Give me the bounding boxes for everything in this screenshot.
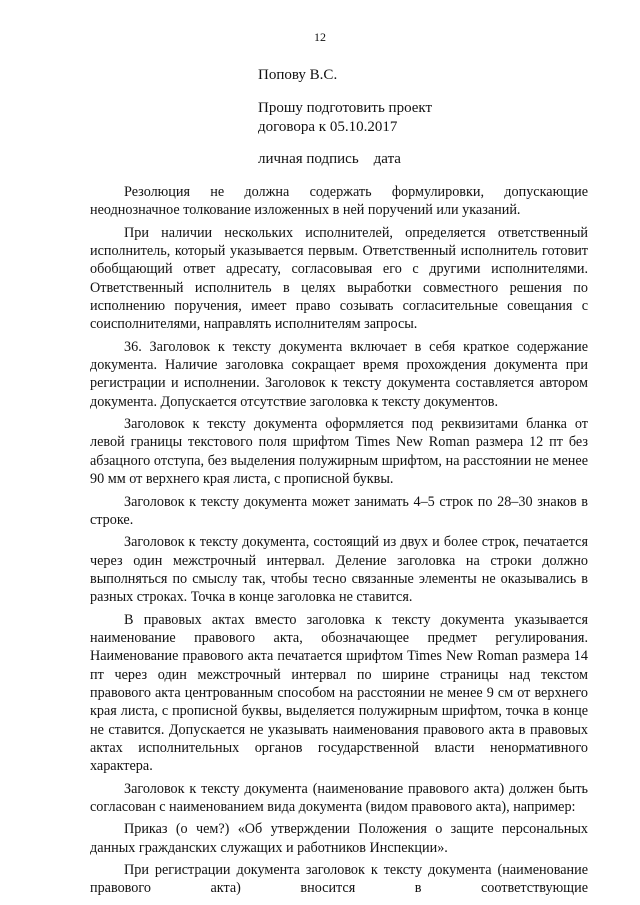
paragraph: Заголовок к тексту документа, состоящий из двух и более строк, печатается через один межстрочный интервал. Деление заголовка на строки должно выполняться по смыслу так, чтобы тесно связанные элементы не оказывались в разных строках. Точка в конце заголовка не ставится. — [90, 534, 588, 606]
paragraph: 36. Заголовок к тексту документа включает в себя краткое содержание документа. Наличие заголовка сокращает время прохождения документа при регистрации и исполнении. Заголовок к тексту документа составляется автором документа. Допускается отсутствие заголовка к тексту документов. — [90, 338, 588, 410]
body-text — [90, 183, 588, 898]
resolution-request-line-1: Прошу подготовить проект — [258, 100, 433, 116]
paragraph: Заголовок к тексту документа может занимать 4–5 строк по 28–30 знаков в строке. — [90, 493, 588, 528]
resolution-signature-line: личная подпись дата — [258, 151, 401, 167]
paragraph: Приказ (о чем?) «Об утверждении Положения о защите персональных данных гражданских служащих и работников Инспекции». — [90, 821, 588, 856]
paragraph: Заголовок к тексту документа оформляется под реквизитами бланка от левой границы текстового поля шрифтом Times New Roman размера 12 пт без абзацного отступа, без выделения полужирным шрифтом, на расстоянии не менее 90 мм от верхнего края листа, с прописной буквы. — [90, 416, 588, 488]
resolution-addressee: Попову В.С. — [258, 67, 338, 83]
paragraph: Резолюция не должна содержать формулировки, допускающие неоднозначное толкование изложенных в ней поручений или указаний. — [90, 184, 588, 219]
resolution-request-line-2: договора к 05.10.2017 — [258, 119, 398, 135]
paragraph: При регистрации документа заголовок к тексту документа (наименование правового акта) вносится в соответствующие — [90, 862, 588, 897]
paragraph: В правовых актах вместо заголовка к тексту документа указывается наименование правового акта, обозначающее предмет регулирования. Наименование правового акта печатается шрифтом Times New Roman размера 14 пт через один межстрочный интервал по ширине страницы над текстом правового акта центрованным способом на расстоянии не менее 9 см от верхнего края листа, с прописной буквы, выделяется полужирным шрифтом, точка в конце не ставится. Допускается не указывать наименования правового акта в правовых актах исполнительных органов государственной власти ненормативного характера. — [90, 611, 588, 775]
paragraph: Заголовок к тексту документа (наименование правового акта) должен быть согласован с наименованием вида документа (видом правового акта), например: — [90, 780, 588, 815]
paragraph: При наличии нескольких исполнителей, определяется ответственный исполнитель, который указывается первым. Ответственный исполнитель готовит обобщающий ответ адресату, согласовывая его с другими исполнителями. Ответственный исполнитель в целях выработки совместного решения по исполнению поручения, имеет право созывать согласительные совещания с соисполнителями, направлять исполнителям запросы. — [90, 224, 588, 333]
page-number: 12 — [314, 30, 326, 44]
